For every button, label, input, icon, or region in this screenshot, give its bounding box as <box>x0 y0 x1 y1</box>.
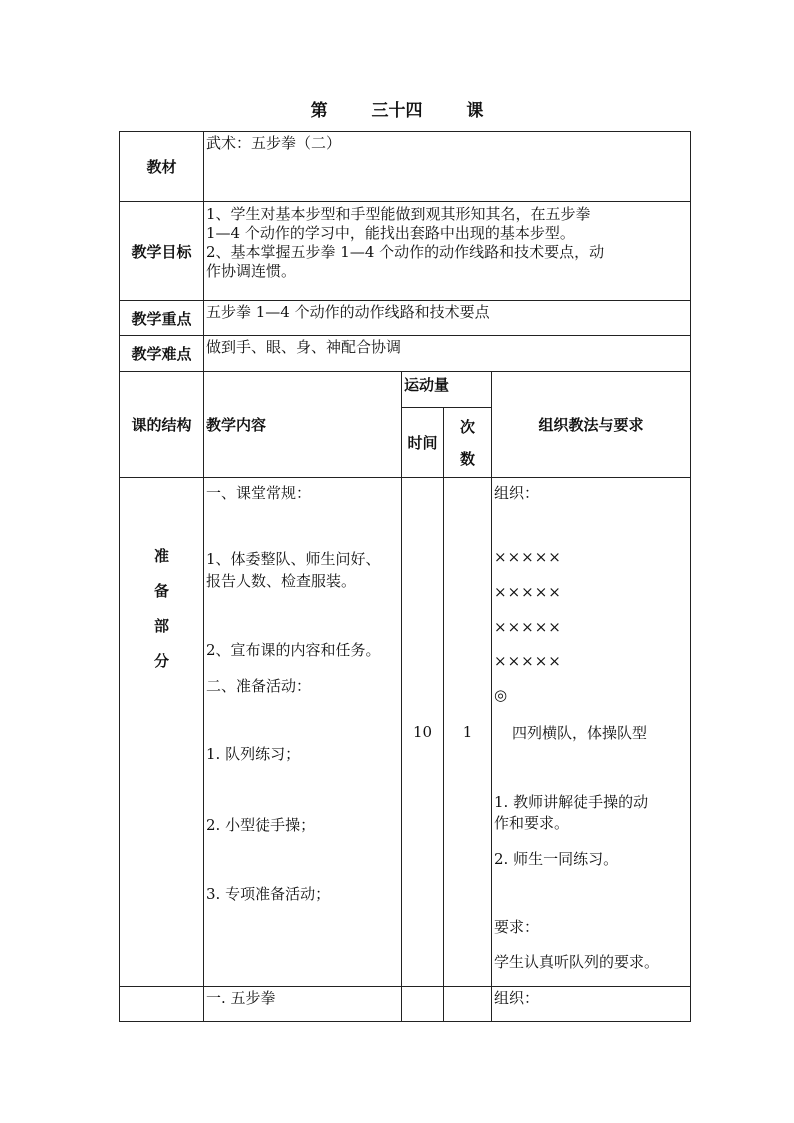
formation-row-1: ××××× <box>494 548 562 566</box>
prep-method-1-line2: 作和要求。 <box>494 814 570 832</box>
formation-row-2: ××××× <box>494 583 562 601</box>
difficulty-row <box>120 336 691 372</box>
material-value: 武术：五步拳（二） <box>204 132 691 202</box>
basic-time <box>402 987 444 1022</box>
goals-line-2: 1—4 个动作的学习中，能找出套路中出现的基本步型。 <box>206 224 575 242</box>
prep-routine: 一、课堂常规： <box>206 484 312 502</box>
goals-line-4: 作协调连惯。 <box>206 262 297 280</box>
goals-value <box>204 202 691 301</box>
prep-content <box>204 478 402 987</box>
header-structure: 课的结构 <box>120 372 204 478</box>
header-count-2: 数 <box>459 449 475 468</box>
prep-char-1: 准 <box>153 547 169 565</box>
basic-row <box>120 987 691 1022</box>
title-part-1: 第 <box>310 101 328 121</box>
header-row-1 <box>120 372 691 408</box>
prep-item1-line1: 1、体委整队、师生问好、 <box>206 550 381 568</box>
prep-formation-text: 四列横队，体操队型 <box>512 724 648 742</box>
prep-char-3: 部 <box>153 617 169 635</box>
formation-row-3: ××××× <box>494 618 562 636</box>
header-load: 运动量 <box>402 372 492 408</box>
header-count <box>444 408 492 478</box>
lesson-plan-table <box>119 131 691 1022</box>
basic-count <box>444 987 492 1022</box>
prep-method-2: 2. 师生一同练习。 <box>494 850 619 868</box>
prep-row <box>120 478 691 987</box>
key-point-label: 教学重点 <box>120 301 204 336</box>
prep-warmup-3: 3. 专项准备活动； <box>206 885 331 903</box>
prep-section-label <box>120 478 204 987</box>
difficulty-label: 教学难点 <box>120 336 204 372</box>
key-point-row <box>120 301 691 336</box>
goals-row <box>120 202 691 301</box>
goals-label: 教学目标 <box>120 202 204 301</box>
prep-requirement-text: 学生认真听队列的要求。 <box>494 953 660 971</box>
title-part-3: 课 <box>466 101 484 121</box>
prep-requirement-label: 要求： <box>494 918 540 936</box>
header-time: 时间 <box>402 408 444 478</box>
basic-section-label <box>120 987 204 1022</box>
material-row <box>120 132 691 202</box>
basic-method: 组织： <box>492 987 691 1022</box>
difficulty-value: 做到手、眼、身、神配合协调 <box>204 336 691 372</box>
prep-warmup-1: 1. 队列练习； <box>206 745 301 763</box>
formation-row-4: ××××× <box>494 652 562 670</box>
header-method: 组织教法与要求 <box>492 372 691 478</box>
teacher-position-icon: ◎ <box>494 686 508 704</box>
key-point-value: 五步拳 1—4 个动作的动作线路和技术要点 <box>204 301 691 336</box>
goals-line-1: 1、学生对基本步型和手型能做到观其形知其名，在五步拳 <box>206 205 591 223</box>
prep-warmup: 二、准备活动： <box>206 677 312 695</box>
prep-char-2: 备 <box>153 582 169 600</box>
prep-char-4: 分 <box>153 652 169 670</box>
prep-method <box>492 478 691 987</box>
basic-content: 一. 五步拳 <box>204 987 402 1022</box>
prep-method-1-line1: 1. 教师讲解徒手操的动 <box>494 793 649 811</box>
header-content: 教学内容 <box>204 372 402 478</box>
prep-warmup-2: 2. 小型徒手操； <box>206 816 316 834</box>
prep-time: 10 <box>402 478 444 987</box>
material-label: 教材 <box>120 132 204 202</box>
title-part-2: 三十四 <box>371 101 423 121</box>
goals-line-3: 2、基本掌握五步拳 1—4 个动作的动作线路和技术要点，动 <box>206 243 605 261</box>
prep-count: 1 <box>444 478 492 987</box>
prep-item1-line2: 报告人数、检查服装。 <box>206 572 357 590</box>
header-count-1: 次 <box>459 417 475 436</box>
prep-method-org: 组织： <box>494 484 540 502</box>
page-title <box>0 96 794 121</box>
prep-item2: 2、宣布课的内容和任务。 <box>206 641 381 659</box>
